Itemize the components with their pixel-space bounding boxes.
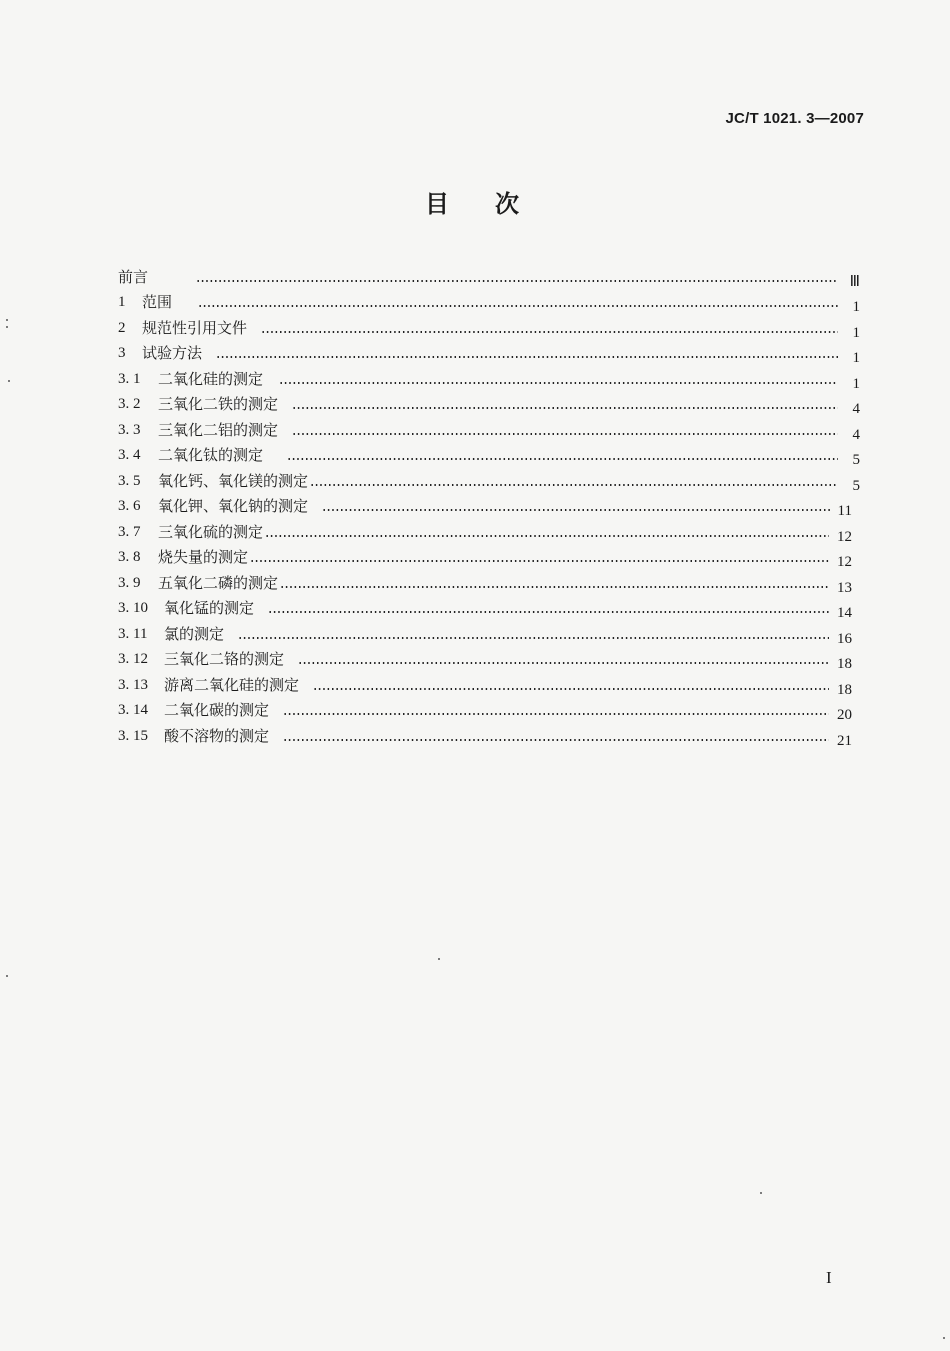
toc-entry-number: 3. 5 (118, 472, 141, 489)
dot-leader (313, 688, 829, 690)
dot-leader (198, 305, 838, 307)
dot-leader (298, 662, 829, 664)
toc-entry[interactable] (118, 413, 860, 443)
toc-entry[interactable] (118, 464, 860, 494)
toc-entry-number: 3. 7 (118, 523, 141, 540)
toc-entry[interactable] (118, 490, 860, 519)
scan-speck (6, 326, 8, 328)
dot-leader (265, 535, 829, 537)
toc-entry-page: 16 (837, 630, 852, 647)
toc-entry[interactable] (118, 439, 860, 468)
toc-entry-page: 1 (852, 299, 860, 315)
toc-entry-number: 3. 13 (118, 676, 148, 693)
toc-entry-label: 五氧化二磷的测定 (158, 573, 279, 592)
toc-entry-page: 5 (852, 452, 860, 468)
dot-leader (250, 560, 829, 562)
toc-entry-label: 氧化锰的测定 (164, 599, 255, 617)
scan-speck (6, 319, 8, 321)
toc-entry-number: 3. 10 (118, 600, 148, 616)
toc-entry-page: 12 (837, 528, 852, 545)
toc-entry-label: 氯的测定 (164, 624, 225, 643)
toc-entry-page: 12 (837, 554, 852, 570)
dot-leader (292, 433, 838, 435)
scan-speck (438, 958, 440, 960)
toc-entry-label: 范围 (142, 293, 173, 311)
toc-entry-label: 二氧化硅的测定 (158, 369, 264, 388)
toc-entry[interactable] (118, 668, 860, 698)
toc-entry-number: 3. 4 (118, 447, 141, 463)
toc-entry-label: 氧化钾、氧化钠的测定 (158, 497, 309, 515)
toc-entry[interactable] (118, 515, 860, 545)
toc-entry[interactable] (118, 362, 860, 392)
toc-entry[interactable] (118, 311, 860, 341)
toc-entry-number: 3. 15 (118, 727, 148, 744)
table-of-contents (118, 260, 860, 749)
dot-leader (310, 484, 838, 486)
toc-entry-label: 酸不溶物的测定 (164, 726, 270, 745)
toc-entry[interactable] (118, 719, 860, 749)
toc-entry-page: 18 (837, 681, 852, 698)
page-number: I (826, 1268, 832, 1287)
dot-leader (287, 458, 838, 460)
dot-leader (283, 713, 829, 715)
toc-entry-page: 1 (852, 350, 860, 366)
scan-speck (760, 1192, 762, 1194)
toc-entry-page: Ⅲ (849, 273, 860, 290)
toc-entry-label: 三氧化二铝的测定 (158, 420, 279, 439)
toc-entry[interactable] (118, 694, 860, 723)
toc-entry[interactable] (118, 541, 860, 570)
dot-leader (268, 611, 829, 613)
toc-entry-label: 二氧化钛的测定 (158, 446, 264, 464)
toc-entry[interactable] (118, 617, 860, 647)
toc-entry-label: 试验方法 (142, 344, 203, 362)
toc-entry-number: 3. 14 (118, 702, 148, 718)
dot-leader (292, 407, 838, 409)
toc-entry[interactable] (118, 566, 860, 596)
toc-entry-label: 游离二氧化硅的测定 (164, 675, 300, 694)
toc-entry-label: 三氧化硫的测定 (158, 522, 264, 541)
toc-entry[interactable] (118, 592, 860, 621)
toc-entry-label: 前言 (118, 267, 149, 286)
scan-speck (6, 975, 8, 977)
toc-entry-number: 1 (118, 294, 126, 310)
toc-entry-page: 4 (852, 401, 860, 417)
toc-entry-page: 1 (852, 324, 860, 341)
toc-entry[interactable] (118, 643, 860, 672)
toc-entry-page: 18 (837, 656, 852, 672)
standard-code: JC/T 1021. 3—2007 (725, 110, 864, 127)
toc-entry[interactable] (118, 388, 860, 417)
toc-entry-number: 3. 9 (118, 574, 141, 591)
toc-entry-page: 5 (852, 477, 860, 494)
scan-speck (8, 380, 10, 382)
dot-leader (261, 331, 838, 333)
dot-leader (283, 739, 829, 741)
toc-entry-number: 3. 6 (118, 498, 141, 514)
toc-entry-page: 4 (852, 426, 860, 443)
toc-entry-label: 氧化钙、氧化镁的测定 (158, 471, 309, 490)
page-title: 目次 (425, 190, 565, 218)
toc-entry[interactable] (118, 286, 860, 315)
toc-entry-label: 三氧化二铁的测定 (158, 395, 279, 413)
dot-leader (322, 509, 830, 511)
dot-leader (279, 382, 838, 384)
toc-entry-label: 烧失量的测定 (158, 548, 249, 566)
toc-entry[interactable] (118, 337, 860, 366)
toc-entry-number: 3 (118, 345, 126, 361)
dot-leader (280, 586, 829, 588)
toc-entry-page: 1 (852, 375, 860, 392)
toc-entry-number: 2 (118, 319, 126, 336)
toc-entry[interactable] (118, 260, 860, 290)
dot-leader (216, 356, 838, 358)
toc-entry-number: 3. 11 (118, 625, 148, 642)
toc-entry-page: 14 (837, 605, 852, 621)
toc-entry-page: 20 (837, 707, 852, 723)
toc-entry-number: 3. 3 (118, 421, 141, 438)
toc-entry-label: 二氧化碳的测定 (164, 701, 270, 719)
toc-entry-page: 11 (837, 503, 852, 519)
toc-entry-number: 3. 1 (118, 370, 141, 387)
scan-speck (943, 1337, 945, 1339)
toc-entry-page: 21 (837, 732, 852, 749)
toc-entry-label: 规范性引用文件 (142, 318, 248, 337)
toc-entry-page: 13 (837, 579, 852, 596)
toc-entry-label: 三氧化二铬的测定 (164, 650, 285, 668)
toc-entry-number: 3. 8 (118, 549, 141, 565)
dot-leader (238, 637, 829, 639)
toc-entry-number: 3. 12 (118, 651, 148, 667)
toc-entry-number: 3. 2 (118, 396, 141, 412)
dot-leader (196, 280, 838, 282)
